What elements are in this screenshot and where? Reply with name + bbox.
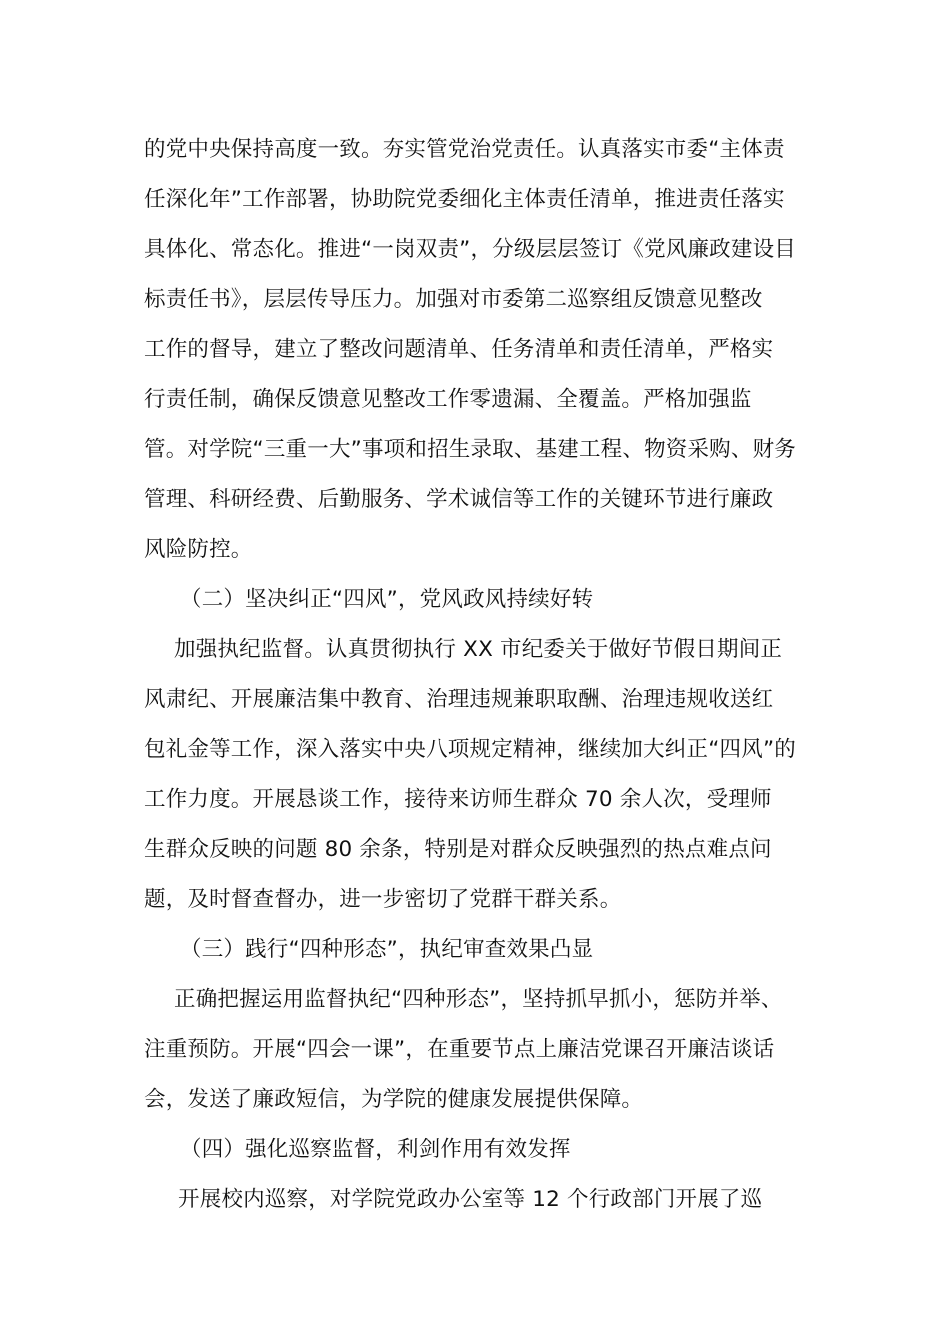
section-heading-4: （四）强化巡察监督，利剑作用有效发挥 xyxy=(180,1137,571,1162)
text-line: 包礼金等工作，深入落实中央八项规定精神，继续加大纠正“四风”的 xyxy=(144,737,796,762)
text-line: 风肃纪、开展廉洁集中教育、治理违规兼职取酬、治理违规收送红 xyxy=(144,687,774,712)
paragraph-first-line: 开展校内巡察，对学院党政办公室等 12 个行政部门开展了巡 xyxy=(178,1187,763,1212)
paragraph-first-line: 加强执纪监督。认真贯彻执行 XX 市纪委关于做好节假日期间正 xyxy=(174,637,783,662)
text-line: 工作力度。开展恳谈工作，接待来访师生群众 70 余人次，受理师 xyxy=(144,787,772,812)
text-line: 生群众反映的问题 80 余条，特别是对群众反映强烈的热点难点问 xyxy=(144,837,772,862)
paragraph-first-line: 正确把握运用监督执纪“四种形态”，坚持抓早抓小，惩防并举、 xyxy=(174,987,783,1012)
text-line: 工作的督导，建立了整改问题清单、任务清单和责任清单，严格实 xyxy=(144,337,774,362)
text-line: 任深化年”工作部署，协助院党委细化主体责任清单，推进责任落实 xyxy=(144,187,785,212)
text-line: 管。对学院“三重一大”事项和招生录取、基建工程、物资采购、财务 xyxy=(144,437,796,462)
text-line: 行责任制，确保反馈意见整改工作零遗漏、全覆盖。严格加强监 xyxy=(144,387,752,412)
section-heading-2: （二）坚决纠正“四风”，党风政风持续好转 xyxy=(180,587,594,612)
section-heading-3: （三）践行“四种形态”，执纪审查效果凸显 xyxy=(180,937,594,962)
text-line: 题，及时督查督办，进一步密切了党群干群关系。 xyxy=(144,887,622,912)
text-line: 注重预防。开展“四会一课”，在重要节点上廉洁党课召开廉洁谈话 xyxy=(144,1037,775,1062)
text-line: 具体化、常态化。推进“一岗双责”，分级层层签订《党风廉政建设目 xyxy=(144,237,796,262)
text-line: 风险防控。 xyxy=(144,537,253,562)
text-line: 管理、科研经费、后勤服务、学术诚信等工作的关键环节进行廉政 xyxy=(144,487,774,512)
text-line: 会，发送了廉政短信，为学院的健康发展提供保障。 xyxy=(144,1087,644,1112)
text-line: 标责任书》，层层传导压力。加强对市委第二巡察组反馈意见整改 xyxy=(144,287,763,312)
text-line: 的党中央保持高度一致。夯实管党治党责任。认真落实市委“主体责 xyxy=(144,137,785,162)
